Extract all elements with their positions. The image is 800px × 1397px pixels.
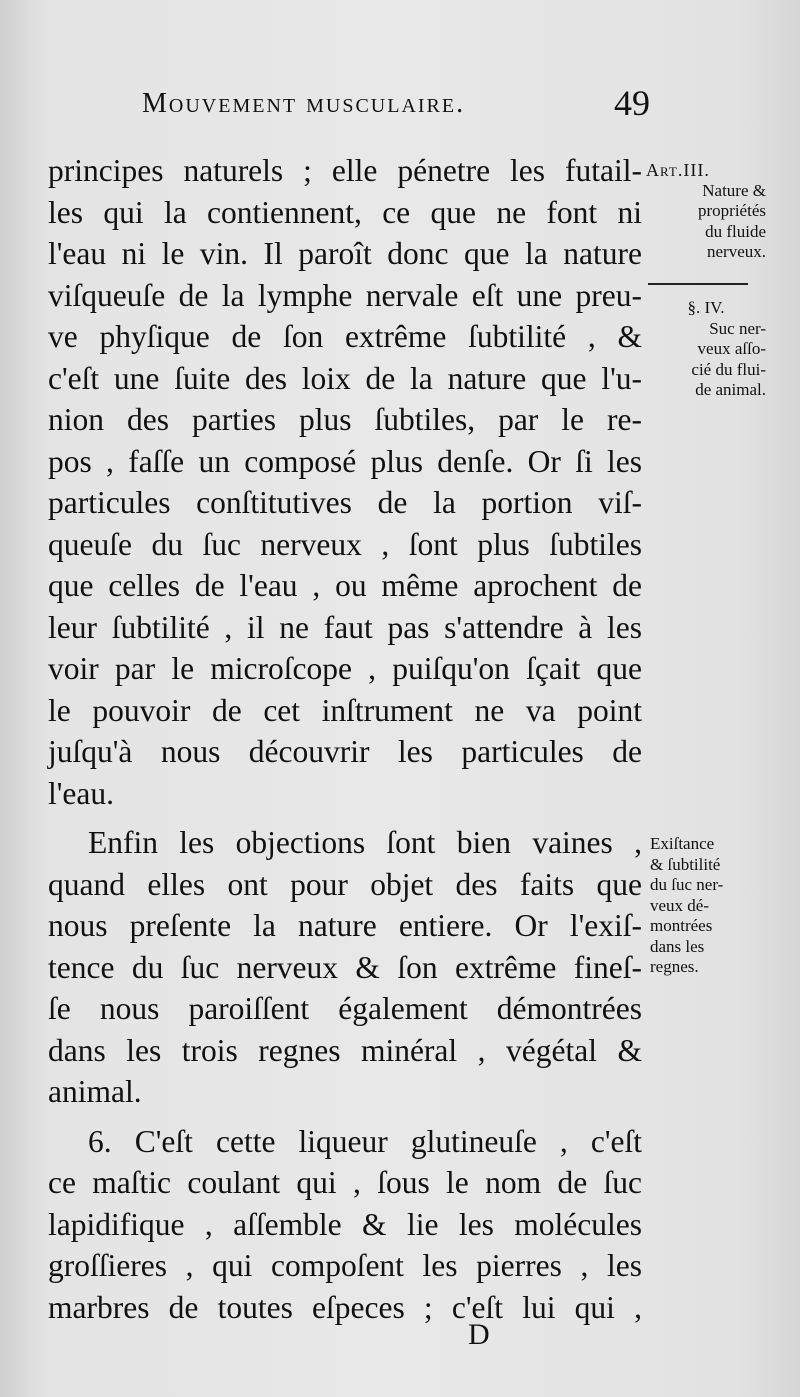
text-line: dans les trois regnes minéral , végétal &: [48, 1032, 642, 1068]
text-line: tence du ſuc nerveux & ſon extrême fineſ-: [48, 949, 642, 985]
margin-note-line: regnes.: [650, 957, 699, 976]
margin-note-line: montrées: [650, 916, 713, 935]
text-line: les qui la contiennent, ce que ne font ni: [48, 194, 642, 230]
text-line: 6. C'eſt cette liqueur glutineuſe , c'eſt: [88, 1123, 642, 1159]
margin-note-article: [646, 160, 766, 263]
margin-note-line: veux dé-: [650, 895, 710, 915]
text-line: le pouvoir de cet inſtrument ne va point: [48, 692, 642, 728]
text-line: Enfin les objections ſont bien vaines ,: [88, 825, 642, 860]
margin-note-line: Suc ner-: [709, 318, 766, 338]
text-line: queuſe du ſuc nerveux , ſont plus ſubtiles: [48, 526, 642, 562]
text-line: voir par le microſcope , puiſqu'on ſçait que: [48, 651, 642, 686]
text-line: l'eau.: [48, 775, 115, 811]
running-head: Mouvement musculaire.: [142, 88, 466, 119]
margin-note-existence: [650, 834, 770, 978]
text-line: juſqu'à nous découvrir les particules de: [48, 734, 642, 769]
text-line: principes naturels ; elle pénetre les futail-: [48, 153, 642, 188]
margin-note-line: cié du flui-: [691, 359, 766, 379]
margin-note-heading: §. IV.: [687, 298, 725, 317]
text-line: particules conſtitutives de la portion viſ-: [48, 485, 642, 520]
text-line: nous preſente la nature entiere. Or l'exiſ-: [48, 908, 642, 943]
text-line: ve phyſique de ſon extrême ſubtilité , &: [48, 319, 642, 354]
margin-note-heading: Art.III.: [646, 160, 710, 180]
text-line: c'eſt une ſuite des loix de la nature que l'u-: [48, 360, 642, 396]
text-line: ſe nous paroiſſent également démontrées: [48, 991, 642, 1026]
margin-note-line: du fluide: [705, 221, 766, 241]
margin-note-line: de animal.: [695, 380, 766, 399]
text-line: ce maſtic coulant qui , ſous le nom de ſuc: [48, 1165, 642, 1200]
text-line: marbres de toutes eſpeces ; c'eſt lui qui ,: [48, 1289, 642, 1325]
text-line: pos , faſſe un composé plus denſe. Or ſi les: [48, 443, 642, 479]
signature-mark: D: [468, 1318, 490, 1351]
margin-note-line: du ſuc ner-: [650, 875, 724, 894]
page-number: 49: [614, 83, 650, 123]
margin-divider: [648, 283, 748, 285]
margin-note-line: propriétés: [698, 201, 766, 220]
margin-note-section: [646, 298, 766, 401]
text-line: lapidifique , aſſemble & lie les molécules: [48, 1206, 642, 1242]
body-text: [48, 150, 642, 1328]
text-line: animal.: [48, 1074, 142, 1109]
text-line: que celles de l'eau , ou même aprochent de: [48, 568, 642, 603]
text-line: groſſieres , qui compoſent les pierres , les: [48, 1248, 642, 1283]
margin-note-line: nerveux.: [706, 242, 766, 261]
text-line: quand elles ont pour objet des faits que: [48, 866, 642, 902]
margin-note-line: veux aſſo-: [697, 339, 766, 358]
text-line: l'eau ni le vin. Il paroît donc que la nature: [48, 236, 642, 271]
margin-note-line: Exiſtance: [650, 834, 715, 853]
margin-note-line: & ſubtilité: [650, 854, 721, 874]
margin-note-line: dans les: [650, 936, 705, 956]
page-header: [120, 83, 650, 128]
margin-note-line: Nature &: [702, 180, 766, 200]
text-line: viſqueuſe de la lymphe nervale eſt une preu-: [48, 277, 642, 313]
text-line: nion des parties plus ſubtiles, par le re-: [48, 402, 642, 437]
text-line: leur ſubtilité , il ne faut pas s'attendre à les: [48, 609, 642, 645]
